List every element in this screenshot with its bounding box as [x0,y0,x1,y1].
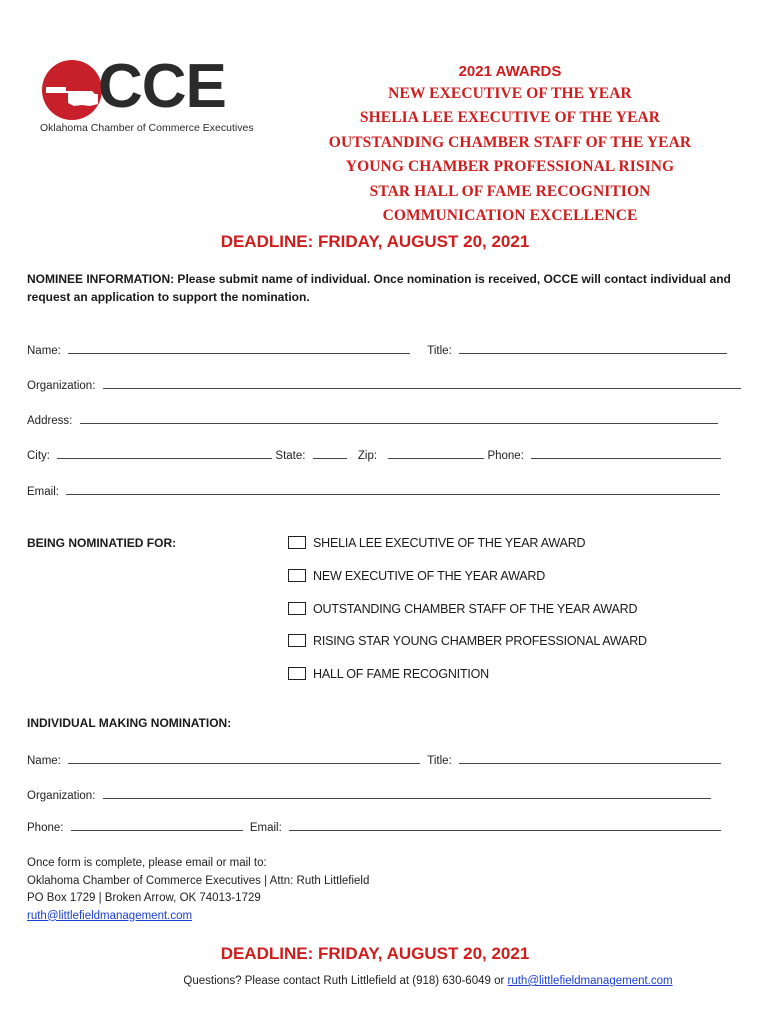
award-title-line: NEW EXECUTIVE OF THE YEAR [388,85,632,102]
nominee-name-field[interactable] [68,345,410,354]
name-label: Name: [27,345,61,357]
nominee-city-row [27,450,721,462]
nominator-contact-row [27,822,721,834]
award-checkbox[interactable] [288,602,306,615]
award-checkbox[interactable] [288,667,306,680]
nominee-phone-field[interactable] [531,450,721,459]
questions-email-link[interactable]: ruth@littlefieldmanagement.com [507,975,673,987]
award-checkbox[interactable] [288,536,306,549]
nominee-instructions: NOMINEE INFORMATION: Please submit name of individual. Once nomination is received, OCCE will contact individual and request an application to support the nomination. [27,272,731,304]
nominee-address-field[interactable] [80,415,718,424]
award-option-label: RISING STAR YOUNG CHAMBER PROFESSIONAL AWARD [313,634,647,648]
award-option[interactable] [288,634,647,648]
phone-label: Phone: [487,450,524,462]
deadline-banner-bottom: DEADLINE: FRIDAY, AUGUST 20, 2021 [220,944,530,963]
city-label: City: [27,450,50,462]
phone-label: Phone: [27,822,64,834]
questions-footer [0,975,770,987]
email-label: Email: [27,486,59,498]
award-option-label: OUTSTANDING CHAMBER STAFF OF THE YEAR AWARD [313,602,638,616]
occe-logo [38,52,260,138]
title-label: Title: [427,345,452,357]
award-option[interactable] [288,569,545,583]
nominee-organization-row [27,380,741,392]
nominator-name-field[interactable] [68,755,420,764]
mail-recipient-line: Oklahoma Chamber of Commerce Executives | Attn: Ruth Littlefield [27,874,370,887]
mail-email-link[interactable]: ruth@littlefieldmanagement.com [27,909,193,922]
award-option-label: SHELIA LEE EXECUTIVE OF THE YEAR AWARD [313,536,586,550]
nominee-zip-field[interactable] [388,450,484,459]
deadline-banner: DEADLINE: FRIDAY, AUGUST 20, 2021 [220,232,530,251]
nominated-for-heading: BEING NOMINATIED FOR: [27,536,177,550]
logo-tagline: Oklahoma Chamber of Commerce Executives [40,122,254,134]
mail-address-line: PO Box 1729 | Broken Arrow, OK 74013-1729 [27,892,261,904]
name-label: Name: [27,755,61,767]
award-title-line: YOUNG CHAMBER PROFESSIONAL RISING [345,158,675,176]
zip-label: Zip: [357,450,378,462]
award-checkbox[interactable] [288,634,306,647]
award-option-label: HALL OF FAME RECOGNITION [313,667,490,681]
award-checkbox[interactable] [288,569,306,582]
questions-text: Questions? Please contact Ruth Littlefield at (918) 630-6049 or [183,975,505,987]
nominator-phone-field[interactable] [71,822,243,831]
nominee-city-field[interactable] [57,450,272,459]
award-title-line: OUTSTANDING CHAMBER STAFF OF THE YEAR [328,133,692,151]
nominee-state-field[interactable] [313,450,347,459]
award-option[interactable] [288,667,489,681]
logo-wordmark: CCE [98,52,226,121]
organization-label: Organization: [27,380,96,392]
award-option[interactable] [288,602,637,616]
nominee-title-field[interactable] [459,345,727,354]
nominator-name-row [27,755,721,767]
nominee-organization-field[interactable] [103,380,741,389]
title-label: Title: [427,755,452,767]
nominee-name-row [27,345,727,357]
award-option-label: NEW EXECUTIVE OF THE YEAR AWARD [313,569,546,583]
award-title-line: SHELIA LEE EXECUTIVE OF THE YEAR [359,109,661,127]
state-label: State: [275,450,306,462]
award-option[interactable] [288,536,585,550]
email-label: Email: [249,822,282,834]
awards-year: 2021 AWARDS [458,63,562,80]
nominee-email-field[interactable] [66,486,720,495]
nominator-email-field[interactable] [289,822,721,831]
oklahoma-state-mark-icon [42,60,102,120]
award-title-line: STAR HALL OF FAME RECOGNITION [369,182,651,200]
nominator-heading: INDIVIDUAL MAKING NOMINATION: [27,716,232,730]
awards-header [300,62,720,228]
mail-instruction-line: Once form is complete, please email or mail to: [27,857,267,869]
address-label: Address: [27,415,73,427]
nominee-address-row [27,415,718,427]
nominator-organization-row [27,790,711,802]
nominator-title-field[interactable] [459,755,721,764]
organization-label: Organization: [27,790,96,802]
mailing-instructions [27,855,369,925]
nominator-organization-field[interactable] [103,790,711,799]
award-title-line: COMMUNICATION EXCELLENCE [382,207,638,225]
nominee-email-row [27,486,720,498]
